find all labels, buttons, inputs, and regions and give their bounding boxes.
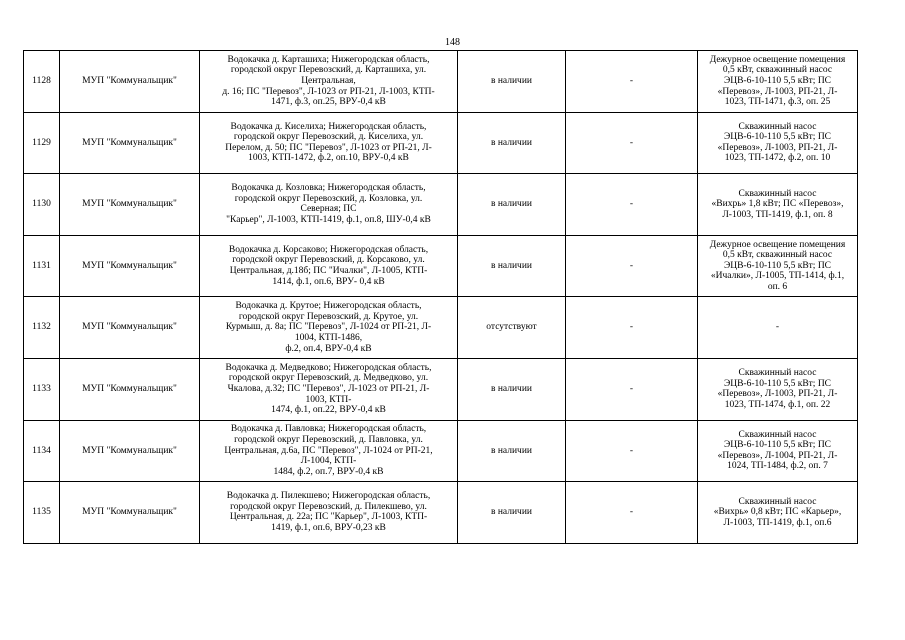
availability-status: в наличии	[458, 235, 566, 297]
registry-table	[23, 50, 858, 544]
organization: МУП "Коммунальщик"	[60, 297, 200, 359]
object-address: Водокачка д. Медведково; Нижегородская область, городской округ Перевозский, д. Медведково, ул. Чкалова, д.32; ПС "Перевоз", Л-1023 от РП-21, Л- 1003, КТП- 1474, ф.1, оп.22, ВРУ-0,4 кВ	[200, 358, 458, 420]
availability-status: в наличии	[458, 420, 566, 482]
organization: МУП "Коммунальщик"	[60, 358, 200, 420]
availability-status: в наличии	[458, 482, 566, 544]
row-number: 1128	[24, 51, 60, 113]
table-row	[24, 174, 858, 236]
table-row	[24, 420, 858, 482]
table-row	[24, 297, 858, 359]
empty-cell: -	[566, 174, 698, 236]
table-row	[24, 358, 858, 420]
row-number: 1135	[24, 482, 60, 544]
availability-status: в наличии	[458, 112, 566, 174]
table-row	[24, 112, 858, 174]
availability-status: в наличии	[458, 358, 566, 420]
equipment-description: Скважинный насос «Вихрь» 0,8 кВт; ПС «Карьер», Л-1003, ТП-1419, ф.1, оп.6	[698, 482, 858, 544]
row-number: 1131	[24, 235, 60, 297]
organization: МУП "Коммунальщик"	[60, 235, 200, 297]
empty-cell: -	[566, 297, 698, 359]
availability-status: в наличии	[458, 51, 566, 113]
organization: МУП "Коммунальщик"	[60, 112, 200, 174]
table-row	[24, 51, 858, 113]
object-address: Водокачка д. Павловка; Нижегородская область, городской округ Перевозский, д. Павловка, ул. Центральная, д.6а, ПС "Перевоз", Л-1024 от РП-21, Л-1004, КТП- 1484, ф.2, оп.7, ВРУ-0,4 кВ	[200, 420, 458, 482]
row-number: 1129	[24, 112, 60, 174]
empty-cell: -	[566, 358, 698, 420]
empty-cell: -	[566, 235, 698, 297]
row-number: 1132	[24, 297, 60, 359]
availability-status: отсутствуют	[458, 297, 566, 359]
object-address: Водокачка д. Киселиха; Нижегородская область, городской округ Перевозский, д. Киселиха, ул. Перелом, д. 50; ПС "Перевоз", Л-1023 от РП-21, Л- 1003, КТП-1472, ф.2, оп.10, ВРУ-0,4 кВ	[200, 112, 458, 174]
row-number: 1130	[24, 174, 60, 236]
equipment-description: Дежурное освещение помещения 0,5 кВт, скважинный насос ЭЦВ-6-10-110 5,5 кВт; ПС «Перевоз», Л-1003, РП-21, Л- 1023, ТП-1471, ф.3, оп. 25	[698, 51, 858, 113]
object-address: Водокачка д. Пилекшево; Нижегородская область, городской округ Перевозский, д. Пилекшево, ул. Центральная, д. 22а; ПС "Карьер", Л-1003, КТП- 1419, ф.1, оп.6, ВРУ-0,23 кВ	[200, 482, 458, 544]
equipment-description: Дежурное освещение помещения 0,5 кВт, скважинный насос ЭЦВ-6-10-110 5,5 кВт; ПС «Ичалки», Л-1005, ТП-1414, ф.1, оп. 6	[698, 235, 858, 297]
organization: МУП "Коммунальщик"	[60, 482, 200, 544]
equipment-description: Скважинный насос ЭЦВ-6-10-110 5,5 кВт; ПС «Перевоз», Л-1004, РП-21, Л- 1024, ТП-1484, ф.2, оп. 7	[698, 420, 858, 482]
table-row	[24, 235, 858, 297]
object-address: Водокачка д. Крутое; Нижегородская область, городской округ Перевозский, д. Крутое, ул. Курмыш, д. 8а; ПС "Перевоз", Л-1024 от РП-21, Л- 1004, КТП-1486, ф.2, оп.4, ВРУ-0,4 кВ	[200, 297, 458, 359]
equipment-description: Скважинный насос ЭЦВ-6-10-110 5,5 кВт; ПС «Перевоз», Л-1003, РП-21, Л- 1023, ТП-1472, ф.2, оп. 10	[698, 112, 858, 174]
empty-cell: -	[566, 420, 698, 482]
object-address: Водокачка д. Корсаково; Нижегородская область, городской округ Перевозский, д. Корсаково, ул. Центральная, д.18б; ПС "Ичалки", Л-1005, КТП- 1414, ф.1, оп.6, ВРУ- 0,4 кВ	[200, 235, 458, 297]
organization: МУП "Коммунальщик"	[60, 420, 200, 482]
empty-cell: -	[566, 112, 698, 174]
organization: МУП "Коммунальщик"	[60, 51, 200, 113]
row-number: 1133	[24, 358, 60, 420]
object-address: Водокачка д. Козловка; Нижегородская область, городской округ Перевозский, д. Козловка, ул. Северная; ПС "Карьер", Л-1003, КТП-1419, ф.1, оп.8, ШУ-0,4 кВ	[200, 174, 458, 236]
equipment-description: Скважинный насос «Вихрь» 1,8 кВт; ПС «Перевоз», Л-1003, ТП-1419, ф.1, оп. 8	[698, 174, 858, 236]
availability-status: в наличии	[458, 174, 566, 236]
organization: МУП "Коммунальщик"	[60, 174, 200, 236]
equipment-description: Скважинный насос ЭЦВ-6-10-110 5,5 кВт; ПС «Перевоз», Л-1003, РП-21, Л- 1023, ТП-1474, ф.1, оп. 22	[698, 358, 858, 420]
equipment-description: -	[698, 297, 858, 359]
table-row	[24, 482, 858, 544]
empty-cell: -	[566, 482, 698, 544]
row-number: 1134	[24, 420, 60, 482]
empty-cell: -	[566, 51, 698, 113]
page-number: 148	[445, 37, 460, 48]
object-address: Водокачка д. Карташиха; Нижегородская область, городской округ Перевозский, д. Карташиха, ул. Центральная, д. 16; ПС "Перевоз", Л-1023 от РП-21, Л-1003, КТП- 1471, ф.3, оп.25, ВРУ-0,4 кВ	[200, 51, 458, 113]
